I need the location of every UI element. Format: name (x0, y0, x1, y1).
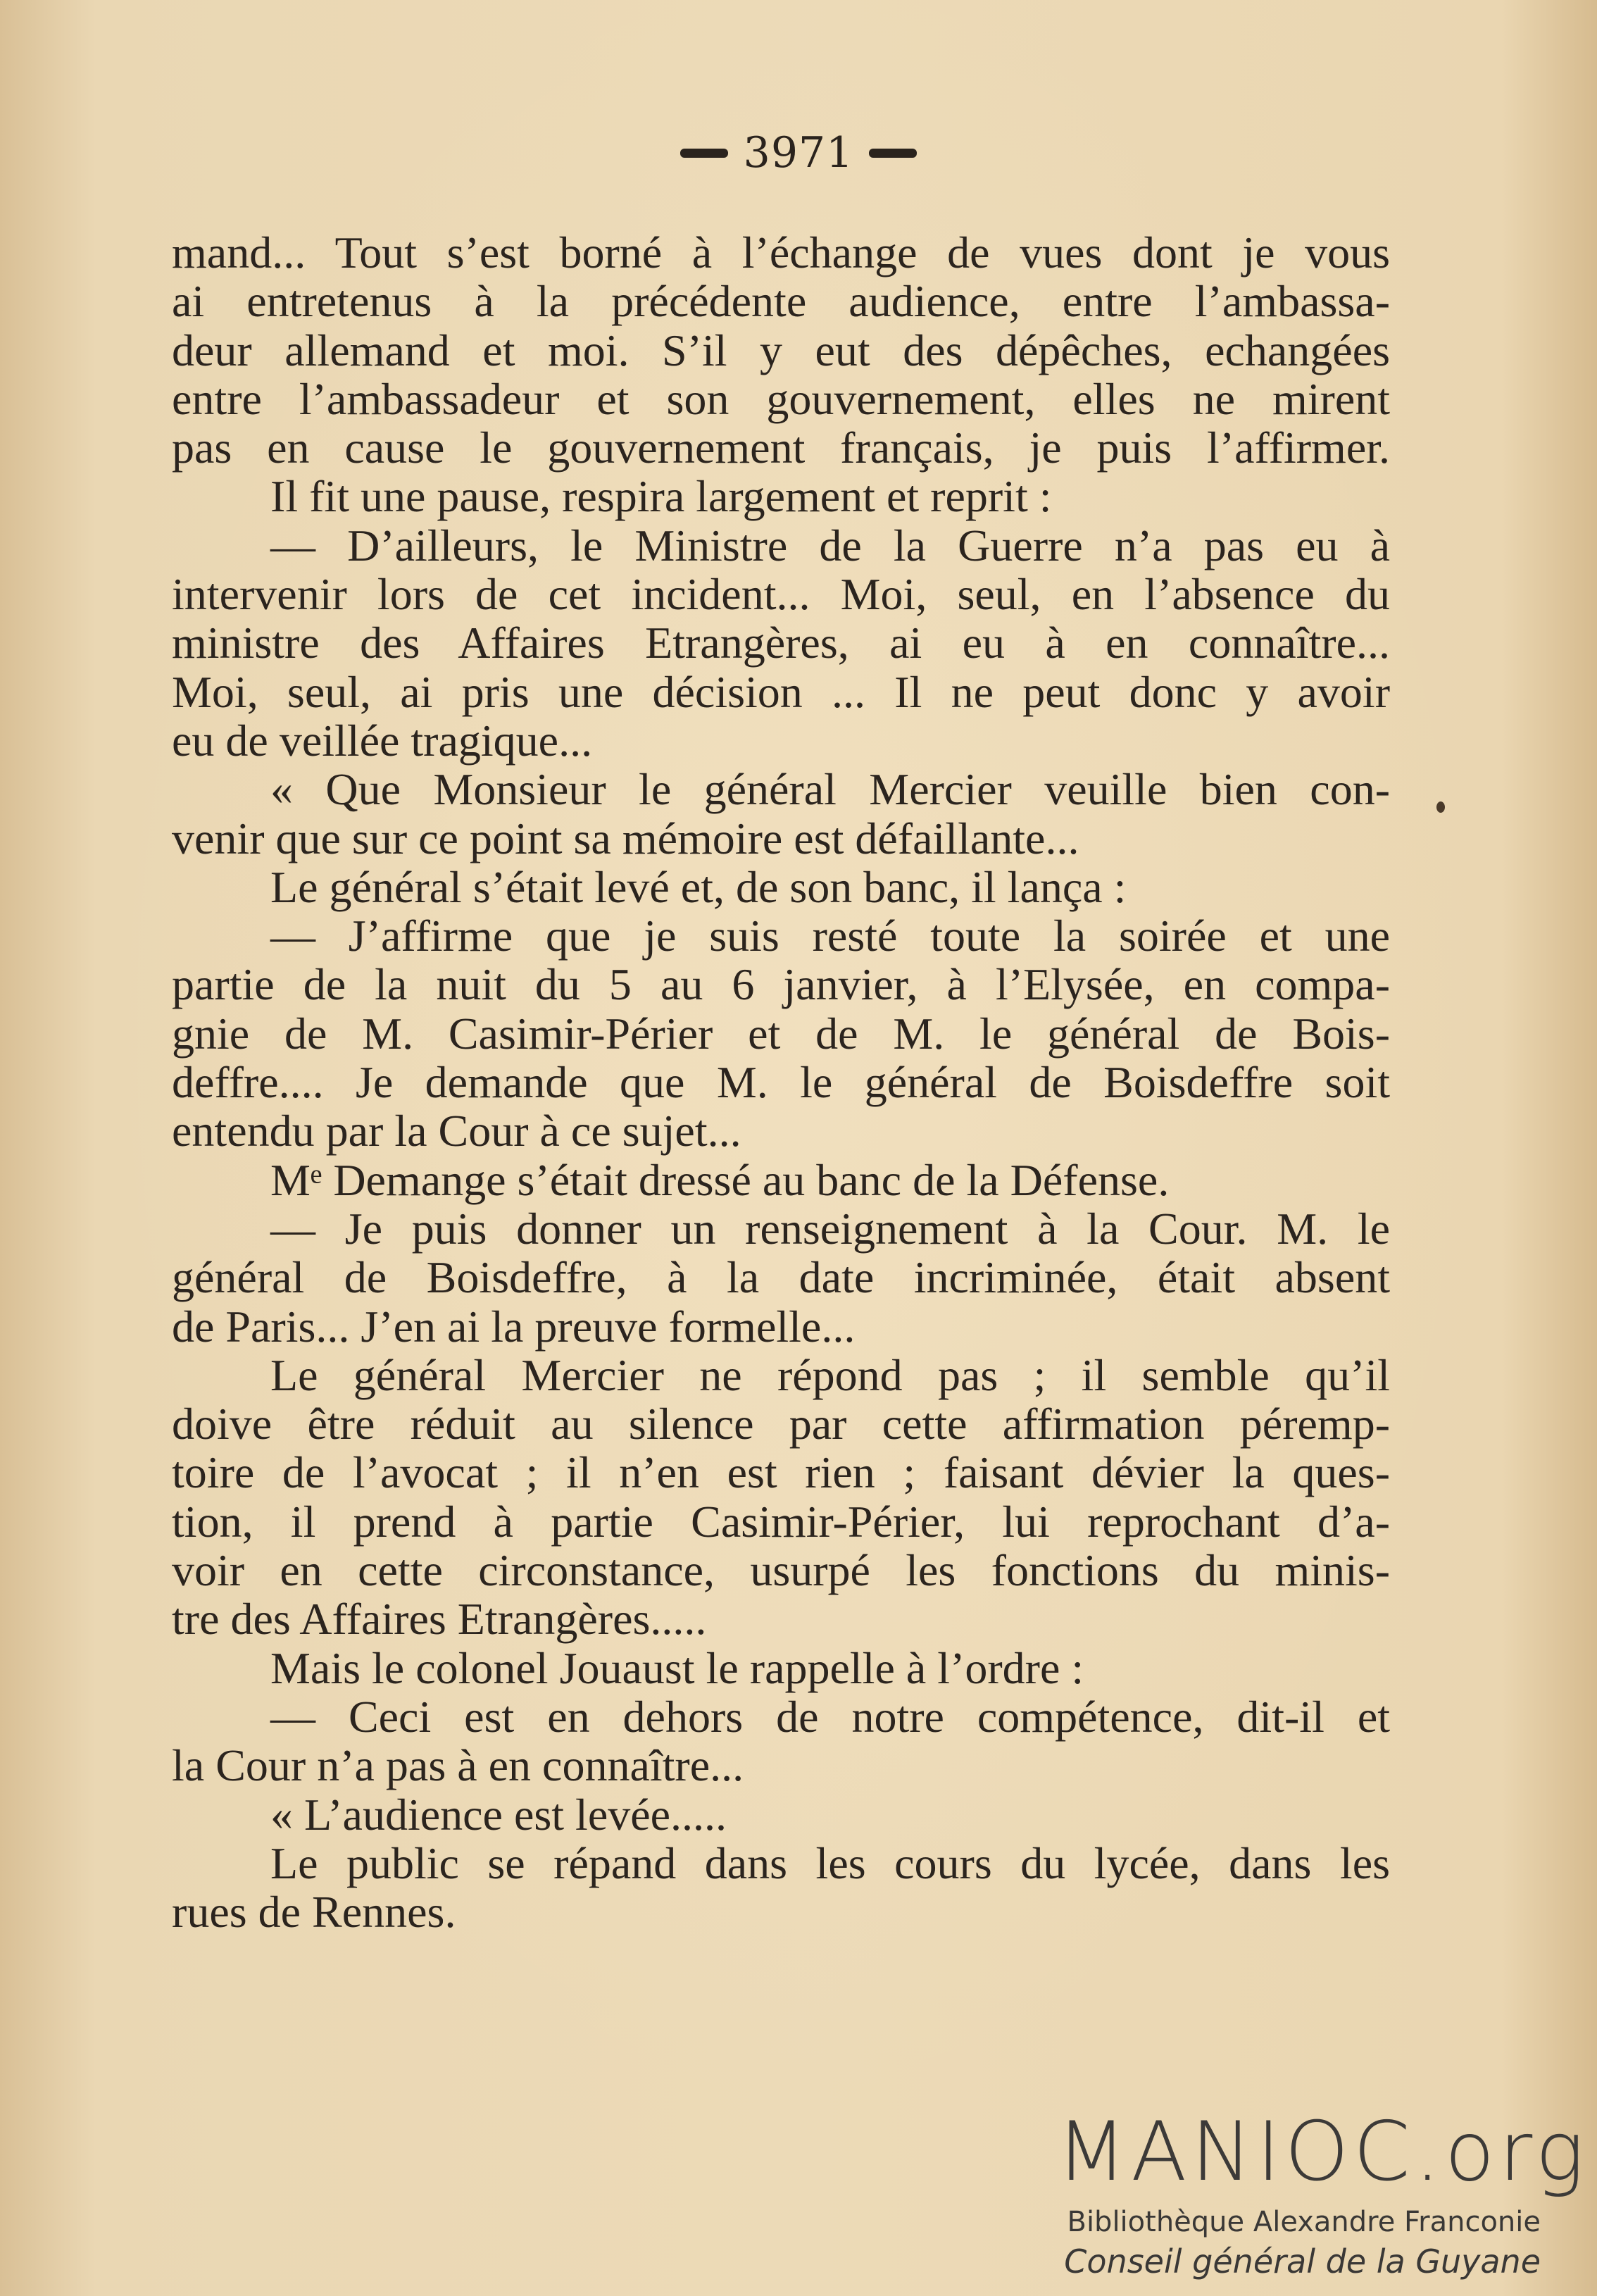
text-line: doive être réduit au silence par cette affirmation péremp- (172, 1399, 1390, 1449)
text-line: la Cour n’a pas à en connaître... (172, 1740, 744, 1791)
text-line: — Je puis donner un renseignement à la Cour. M. le (270, 1203, 1390, 1254)
text-line: Mais le colonel Jouaust le rappelle à l’ordre : (270, 1642, 1084, 1693)
text-line: « Que Monsieur le général Mercier veuille bien con- (270, 764, 1390, 815)
dash-left-ornament (680, 149, 728, 158)
text-line: « L’audience est levée..... (270, 1789, 727, 1840)
text-line: mand... Tout s’est borné à l’échange de vues dont je vous (172, 227, 1390, 277)
text-line: ministre des Affaires Etrangères, ai eu à en connaître... (172, 618, 1390, 668)
text-line: toire de l’avocat ; il n’en est rien ; faisant dévier la ques- (172, 1447, 1390, 1498)
text-line: Le général s’était levé et, de son banc, il lança : (270, 861, 1127, 912)
text-line: intervenir lors de cet incident... Moi, seul, en l’absence du (172, 569, 1390, 620)
text-line: voir en cette circonstance, usurpé les fonctions du minis- (172, 1545, 1390, 1596)
text-line: de Paris... J’en ai la preuve formelle... (172, 1301, 856, 1352)
text-line: Il fit une pause, respira largement et reprit : (270, 471, 1052, 522)
dash-right-ornament (869, 149, 917, 158)
text-line: entre l’ambassadeur et son gouvernement, elles ne mirent (172, 373, 1390, 424)
manioc-logo: MANIOC.org (1056, 2104, 1589, 2200)
text-line: Le général Mercier ne répond pas ; il semble qu’il (270, 1349, 1390, 1400)
body-text (172, 228, 1390, 1936)
text-line: ai entretenus à la précédente audience, entre l’ambassa- (172, 276, 1390, 327)
text-line: — J’affirme que je suis resté toute la soirée et une (270, 911, 1390, 961)
text-line: gnie de M. Casimir-Périer et de M. le général de Bois- (172, 1008, 1390, 1059)
text-line: Le public se répand dans les cours du lycée, dans les (270, 1838, 1390, 1888)
text-line: deffre.... Je demande que M. le général de Boisdeffre soit (172, 1057, 1390, 1108)
text-line: pas en cause le gouvernement français, je puis l’affirmer. (172, 423, 1390, 473)
text-line: eu de veillée tragique... (172, 715, 593, 766)
text-line: rues de Rennes. (172, 1887, 456, 1938)
text-line: partie de la nuit du 5 au 6 janvier, à l’Elysée, en compa- (172, 959, 1390, 1010)
text-line: Moi, seul, ai pris une décision ... Il ne peut donc y avoir (172, 666, 1390, 717)
text-line: venir que sur ce point sa mémoire est défaillante... (172, 813, 1079, 863)
page-number (0, 128, 1597, 177)
ink-speck (1436, 801, 1445, 813)
text-line: tre des Affaires Etrangères..... (172, 1594, 707, 1645)
text-line: entendu par la Cour à ce sujet... (172, 1106, 741, 1156)
watermark-block (1056, 2104, 1589, 2281)
text-line: — Ceci est en dehors de notre compétence, dit-il et (270, 1691, 1390, 1742)
text-line: tion, il prend à partie Casimir-Périer, lui reprochant d’a- (172, 1496, 1390, 1547)
text-line: — D’ailleurs, le Ministre de la Guerre n’a pas eu à (270, 520, 1390, 570)
council-credit: Conseil général de la Guyane (1064, 2242, 1541, 2281)
text-line: Mᵉ Demange s’était dressé au banc de la Défense. (270, 1154, 1170, 1205)
text-line: général de Boisdeffre, à la date incriminée, était absent (172, 1252, 1390, 1303)
library-credit: Bibliothèque Alexandre Franconie (1067, 2206, 1541, 2238)
page-number-text: 3971 (743, 128, 854, 177)
text-line: deur allemand et moi. S’il y eut des dépêches, echangées (172, 325, 1390, 375)
